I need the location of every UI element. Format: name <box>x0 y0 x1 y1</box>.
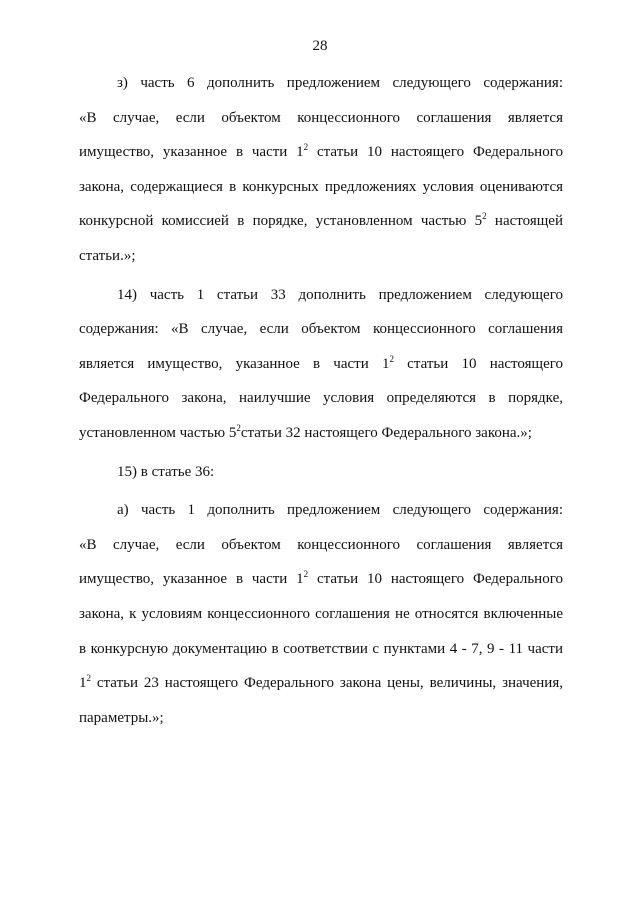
text-line: «В случае, если объектом концессионного соглашения является <box>79 536 563 553</box>
text-line <box>79 204 563 239</box>
paragraph-amendment-14 <box>79 278 563 451</box>
superscript: 2 <box>303 142 309 153</box>
superscript: 2 <box>86 673 91 684</box>
text-line <box>79 135 563 170</box>
superscript: 2 <box>389 353 394 364</box>
superscript: 2 <box>303 569 309 580</box>
paragraph-amendment-z <box>79 66 563 274</box>
text-fragment: имущество, указанное в части 1 <box>79 571 304 588</box>
page-number: 28 <box>312 38 328 54</box>
text-line: з) часть 6 дополнить предложением следующего содержания: <box>117 75 563 91</box>
text-line: Федерального закона, наилучшие условия определяются в порядке, <box>79 390 563 407</box>
text-fragment: настоящей <box>486 213 563 230</box>
text-fragment: статьи 32 настоящего Федерального закона.»; <box>240 424 532 441</box>
text-line: 15) в статье 36: <box>117 463 215 480</box>
text-fragment: имущество, указанное в части 1 <box>79 144 304 161</box>
superscript: 2 <box>482 211 487 222</box>
text-fragment: статьи 10 настоящего Федерального <box>308 571 563 588</box>
text-line: содержания: «В случае, если объектом концессионного соглашения <box>79 321 563 338</box>
text-line: параметры.»; <box>79 709 164 726</box>
text-line <box>79 416 563 451</box>
text-line: закона, к условиям концессионного соглашения не относятся включенные <box>79 605 563 622</box>
document-body <box>79 66 563 735</box>
text-fragment: конкурсной комиссией в порядке, установленном частью 5 <box>79 213 483 230</box>
text-line: статьи.»; <box>79 247 136 264</box>
text-line: «В случае, если объектом концессионного соглашения является <box>79 109 563 126</box>
superscript: 2 <box>236 422 241 433</box>
text-line <box>79 347 563 382</box>
text-line: 14) часть 1 статьи 33 дополнить предложением следующего <box>117 286 563 303</box>
text-fragment: статьи 10 настоящего <box>393 355 564 372</box>
text-line: а) часть 1 дополнить предложением следующего содержания: <box>117 502 563 519</box>
text-line: в конкурсную документацию в соответствии с пунктами 4 - 7, 9 - 11 части <box>79 640 563 657</box>
text-fragment: является имущество, указанное в части 1 <box>79 355 390 372</box>
paragraph-amendment-a <box>79 493 563 735</box>
text-fragment: установленном частью 5 <box>79 424 237 441</box>
text-line <box>79 562 563 597</box>
paragraph-amendment-15 <box>79 455 563 490</box>
text-line: закона, содержащиеся в конкурсных предложениях условия оцениваются <box>79 178 563 195</box>
text-fragment: статьи 23 настоящего Федерального закона цены, величины, значения, <box>91 675 563 692</box>
text-fragment: статьи 10 настоящего Федерального <box>308 144 563 161</box>
text-line <box>79 666 563 701</box>
text-fragment: 1 <box>79 675 87 692</box>
